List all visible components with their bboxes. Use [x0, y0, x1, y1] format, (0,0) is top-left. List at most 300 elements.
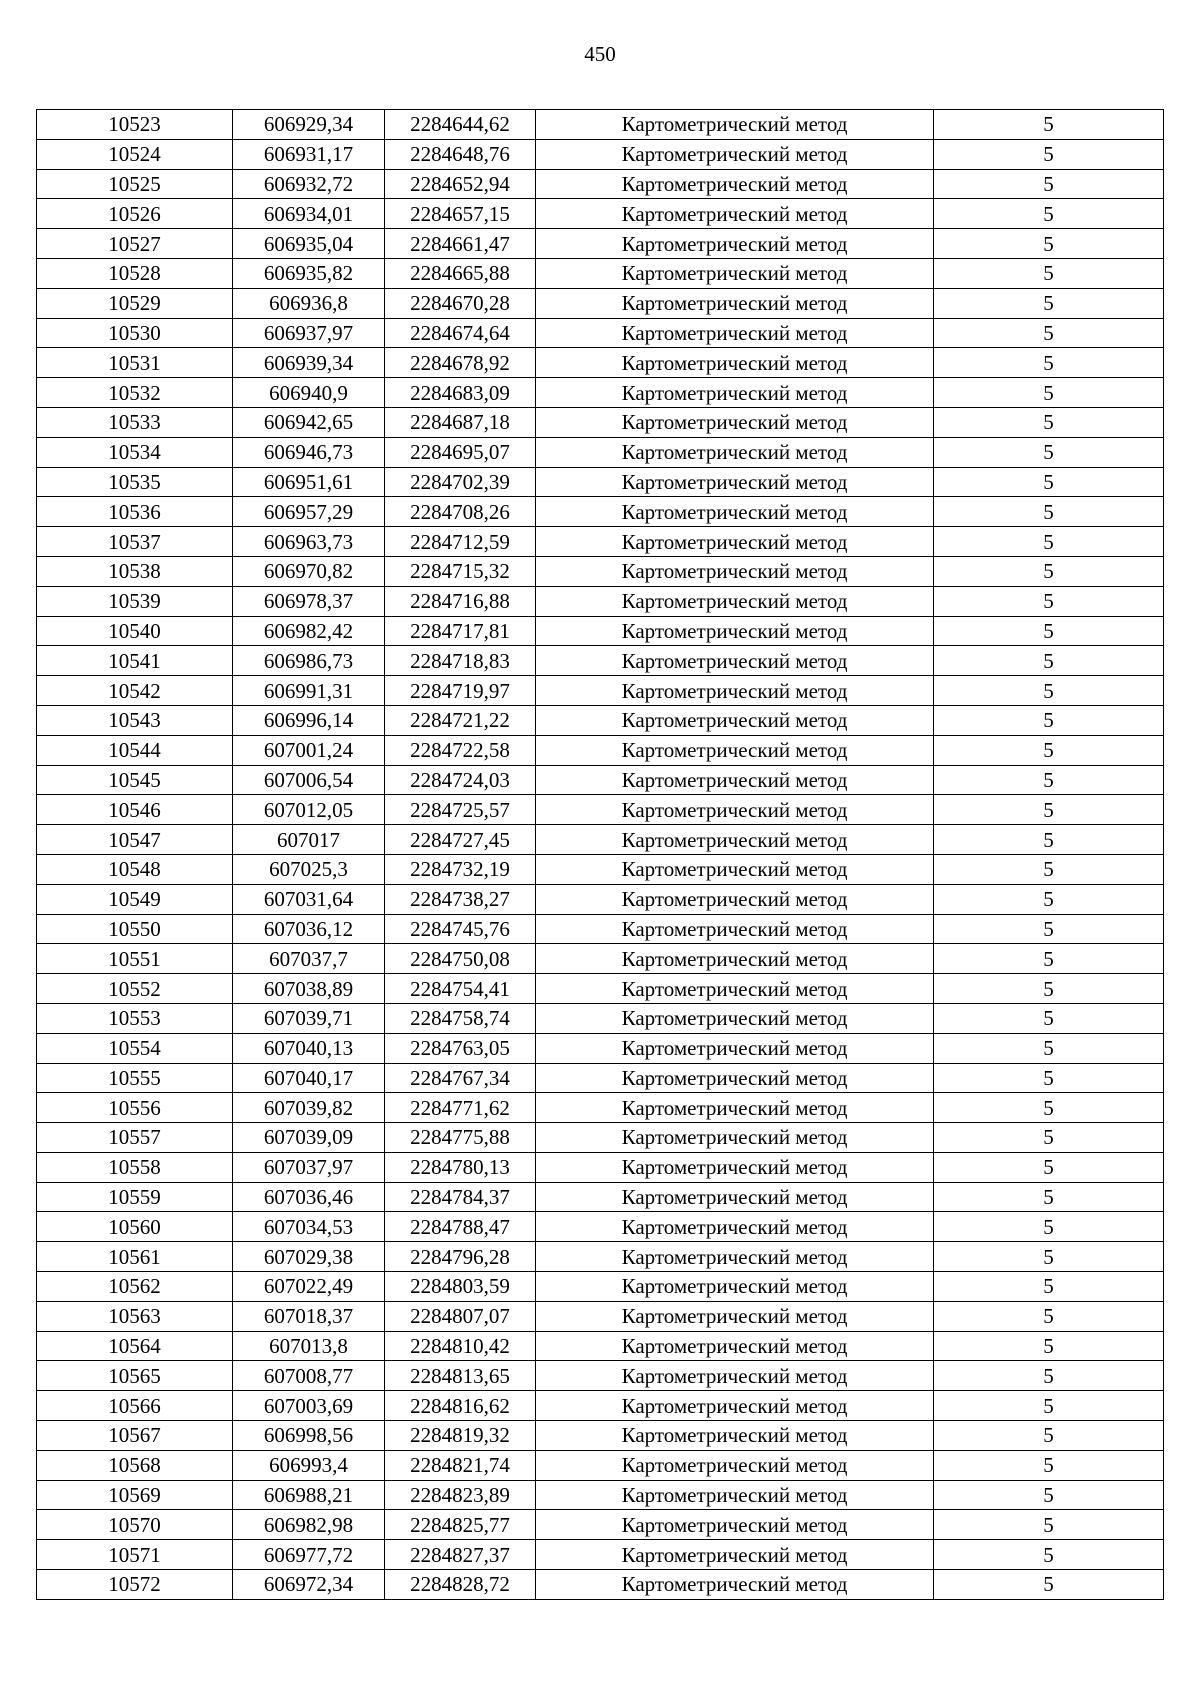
table-row	[37, 1152, 1164, 1182]
y-coordinate-cell: 2284687,18	[385, 407, 536, 437]
table-row	[37, 467, 1164, 497]
table-row	[37, 1540, 1164, 1570]
y-coordinate-cell: 2284725,57	[385, 795, 536, 825]
y-coordinate-cell: 2284750,08	[385, 944, 536, 974]
table-row	[37, 825, 1164, 855]
method-cell: Картометрический метод	[536, 169, 934, 199]
accuracy-cell: 5	[934, 1093, 1164, 1123]
method-cell: Картометрический метод	[536, 646, 934, 676]
table-row	[37, 378, 1164, 408]
point-number-cell: 10555	[37, 1063, 233, 1093]
y-coordinate-cell: 2284745,76	[385, 914, 536, 944]
accuracy-cell: 5	[934, 1033, 1164, 1063]
point-number-cell: 10570	[37, 1510, 233, 1540]
y-coordinate-cell: 2284823,89	[385, 1480, 536, 1510]
point-number-cell: 10530	[37, 318, 233, 348]
table-row	[37, 1093, 1164, 1123]
x-coordinate-cell: 606940,9	[233, 378, 385, 408]
page-number: 450	[584, 42, 616, 66]
x-coordinate-cell: 606936,8	[233, 288, 385, 318]
method-cell: Картометрический метод	[536, 1510, 934, 1540]
point-number-cell: 10548	[37, 854, 233, 884]
table-row	[37, 646, 1164, 676]
method-cell: Картометрический метод	[536, 616, 934, 646]
accuracy-cell: 5	[934, 1450, 1164, 1480]
accuracy-cell: 5	[934, 437, 1164, 467]
y-coordinate-cell: 2284813,65	[385, 1361, 536, 1391]
y-coordinate-cell: 2284661,47	[385, 229, 536, 259]
method-cell: Картометрический метод	[536, 288, 934, 318]
table-row	[37, 527, 1164, 557]
accuracy-cell: 5	[934, 795, 1164, 825]
point-number-cell: 10560	[37, 1212, 233, 1242]
table-row	[37, 586, 1164, 616]
x-coordinate-cell: 607039,71	[233, 1003, 385, 1033]
point-number-cell: 10556	[37, 1093, 233, 1123]
accuracy-cell: 5	[934, 854, 1164, 884]
point-number-cell: 10551	[37, 944, 233, 974]
y-coordinate-cell: 2284816,62	[385, 1391, 536, 1421]
method-cell: Картометрический метод	[536, 348, 934, 378]
table-row	[37, 1301, 1164, 1331]
x-coordinate-cell: 607003,69	[233, 1391, 385, 1421]
table-row	[37, 110, 1164, 140]
x-coordinate-cell: 606970,82	[233, 556, 385, 586]
point-number-cell: 10526	[37, 199, 233, 229]
point-number-cell: 10542	[37, 676, 233, 706]
y-coordinate-cell: 2284758,74	[385, 1003, 536, 1033]
table-row	[37, 1331, 1164, 1361]
x-coordinate-cell: 606982,42	[233, 616, 385, 646]
accuracy-cell: 5	[934, 1391, 1164, 1421]
method-cell: Картометрический метод	[536, 705, 934, 735]
y-coordinate-cell: 2284718,83	[385, 646, 536, 676]
method-cell: Картометрический метод	[536, 1242, 934, 1272]
x-coordinate-cell: 606935,04	[233, 229, 385, 259]
point-number-cell: 10566	[37, 1391, 233, 1421]
table-row	[37, 676, 1164, 706]
y-coordinate-cell: 2284827,37	[385, 1540, 536, 1570]
accuracy-cell: 5	[934, 1123, 1164, 1153]
accuracy-cell: 5	[934, 1301, 1164, 1331]
x-coordinate-cell: 606937,97	[233, 318, 385, 348]
table-row	[37, 1450, 1164, 1480]
method-cell: Картометрический метод	[536, 1480, 934, 1510]
accuracy-cell: 5	[934, 110, 1164, 140]
table-row	[37, 288, 1164, 318]
method-cell: Картометрический метод	[536, 258, 934, 288]
y-coordinate-cell: 2284775,88	[385, 1123, 536, 1153]
y-coordinate-cell: 2284825,77	[385, 1510, 536, 1540]
y-coordinate-cell: 2284738,27	[385, 884, 536, 914]
y-coordinate-cell: 2284648,76	[385, 139, 536, 169]
x-coordinate-cell: 607038,89	[233, 974, 385, 1004]
table-row	[37, 1391, 1164, 1421]
y-coordinate-cell: 2284788,47	[385, 1212, 536, 1242]
method-cell: Картометрический метод	[536, 527, 934, 557]
table-row	[37, 795, 1164, 825]
point-number-cell: 10524	[37, 139, 233, 169]
point-number-cell: 10523	[37, 110, 233, 140]
point-number-cell: 10537	[37, 527, 233, 557]
point-number-cell: 10550	[37, 914, 233, 944]
table-row	[37, 1272, 1164, 1302]
accuracy-cell: 5	[934, 1152, 1164, 1182]
method-cell: Картометрический метод	[536, 944, 934, 974]
point-number-cell: 10572	[37, 1570, 233, 1600]
table-row	[37, 437, 1164, 467]
accuracy-cell: 5	[934, 139, 1164, 169]
method-cell: Картометрический метод	[536, 497, 934, 527]
accuracy-cell: 5	[934, 467, 1164, 497]
x-coordinate-cell: 606931,17	[233, 139, 385, 169]
method-cell: Картометрический метод	[536, 110, 934, 140]
accuracy-cell: 5	[934, 1510, 1164, 1540]
table-row	[37, 884, 1164, 914]
y-coordinate-cell: 2284754,41	[385, 974, 536, 1004]
y-coordinate-cell: 2284819,32	[385, 1421, 536, 1451]
point-number-cell: 10561	[37, 1242, 233, 1272]
table-row	[37, 1003, 1164, 1033]
point-number-cell: 10527	[37, 229, 233, 259]
table-row	[37, 169, 1164, 199]
x-coordinate-cell: 606957,29	[233, 497, 385, 527]
x-coordinate-cell: 606991,31	[233, 676, 385, 706]
method-cell: Картометрический метод	[536, 467, 934, 497]
method-cell: Картометрический метод	[536, 1063, 934, 1093]
x-coordinate-cell: 606978,37	[233, 586, 385, 616]
table-row	[37, 348, 1164, 378]
x-coordinate-cell: 607008,77	[233, 1361, 385, 1391]
y-coordinate-cell: 2284771,62	[385, 1093, 536, 1123]
method-cell: Картометрический метод	[536, 199, 934, 229]
point-number-cell: 10559	[37, 1182, 233, 1212]
accuracy-cell: 5	[934, 616, 1164, 646]
accuracy-cell: 5	[934, 1421, 1164, 1451]
y-coordinate-cell: 2284657,15	[385, 199, 536, 229]
y-coordinate-cell: 2284716,88	[385, 586, 536, 616]
method-cell: Картометрический метод	[536, 556, 934, 586]
point-number-cell: 10535	[37, 467, 233, 497]
x-coordinate-cell: 606996,14	[233, 705, 385, 735]
x-coordinate-cell: 607001,24	[233, 735, 385, 765]
accuracy-cell: 5	[934, 378, 1164, 408]
accuracy-cell: 5	[934, 1003, 1164, 1033]
table-row	[37, 914, 1164, 944]
x-coordinate-cell: 606972,34	[233, 1570, 385, 1600]
accuracy-cell: 5	[934, 318, 1164, 348]
method-cell: Картометрический метод	[536, 1212, 934, 1242]
table-row	[37, 318, 1164, 348]
accuracy-cell: 5	[934, 407, 1164, 437]
method-cell: Картометрический метод	[536, 1391, 934, 1421]
accuracy-cell: 5	[934, 1480, 1164, 1510]
point-number-cell: 10547	[37, 825, 233, 855]
table-row	[37, 974, 1164, 1004]
x-coordinate-cell: 606934,01	[233, 199, 385, 229]
method-cell: Картометрический метод	[536, 884, 934, 914]
x-coordinate-cell: 606963,73	[233, 527, 385, 557]
point-number-cell: 10565	[37, 1361, 233, 1391]
point-number-cell: 10528	[37, 258, 233, 288]
x-coordinate-cell: 607039,82	[233, 1093, 385, 1123]
x-coordinate-cell: 606932,72	[233, 169, 385, 199]
y-coordinate-cell: 2284796,28	[385, 1242, 536, 1272]
x-coordinate-cell: 607040,17	[233, 1063, 385, 1093]
y-coordinate-cell: 2284807,07	[385, 1301, 536, 1331]
method-cell: Картометрический метод	[536, 407, 934, 437]
method-cell: Картометрический метод	[536, 1093, 934, 1123]
point-number-cell: 10562	[37, 1272, 233, 1302]
y-coordinate-cell: 2284803,59	[385, 1272, 536, 1302]
point-number-cell: 10552	[37, 974, 233, 1004]
point-number-cell: 10540	[37, 616, 233, 646]
table-row	[37, 1570, 1164, 1600]
y-coordinate-cell: 2284702,39	[385, 467, 536, 497]
y-coordinate-cell: 2284721,22	[385, 705, 536, 735]
point-number-cell: 10546	[37, 795, 233, 825]
table-row	[37, 1480, 1164, 1510]
accuracy-cell: 5	[934, 258, 1164, 288]
table-row	[37, 1361, 1164, 1391]
point-number-cell: 10544	[37, 735, 233, 765]
x-coordinate-cell: 606951,61	[233, 467, 385, 497]
table-row	[37, 944, 1164, 974]
accuracy-cell: 5	[934, 1063, 1164, 1093]
method-cell: Картометрический метод	[536, 1331, 934, 1361]
y-coordinate-cell: 2284821,74	[385, 1450, 536, 1480]
y-coordinate-cell: 2284644,62	[385, 110, 536, 140]
x-coordinate-cell: 607039,09	[233, 1123, 385, 1153]
point-number-cell: 10543	[37, 705, 233, 735]
table-row	[37, 705, 1164, 735]
accuracy-cell: 5	[934, 169, 1164, 199]
point-number-cell: 10529	[37, 288, 233, 318]
y-coordinate-cell: 2284828,72	[385, 1570, 536, 1600]
y-coordinate-cell: 2284717,81	[385, 616, 536, 646]
table-row	[37, 1421, 1164, 1451]
method-cell: Картометрический метод	[536, 1570, 934, 1600]
point-number-cell: 10538	[37, 556, 233, 586]
y-coordinate-cell: 2284722,58	[385, 735, 536, 765]
method-cell: Картометрический метод	[536, 1540, 934, 1570]
method-cell: Картометрический метод	[536, 765, 934, 795]
accuracy-cell: 5	[934, 527, 1164, 557]
method-cell: Картометрический метод	[536, 1272, 934, 1302]
table-row	[37, 139, 1164, 169]
x-coordinate-cell: 607029,38	[233, 1242, 385, 1272]
y-coordinate-cell: 2284712,59	[385, 527, 536, 557]
method-cell: Картометрический метод	[536, 1003, 934, 1033]
x-coordinate-cell: 606998,56	[233, 1421, 385, 1451]
point-number-cell: 10536	[37, 497, 233, 527]
table-row	[37, 229, 1164, 259]
point-number-cell: 10532	[37, 378, 233, 408]
accuracy-cell: 5	[934, 1272, 1164, 1302]
x-coordinate-cell: 606942,65	[233, 407, 385, 437]
method-cell: Картометрический метод	[536, 854, 934, 884]
x-coordinate-cell: 607012,05	[233, 795, 385, 825]
accuracy-cell: 5	[934, 944, 1164, 974]
point-number-cell: 10525	[37, 169, 233, 199]
x-coordinate-cell: 606929,34	[233, 110, 385, 140]
point-number-cell: 10558	[37, 1152, 233, 1182]
table-row	[37, 1033, 1164, 1063]
method-cell: Картометрический метод	[536, 1450, 934, 1480]
table-row	[37, 497, 1164, 527]
y-coordinate-cell: 2284780,13	[385, 1152, 536, 1182]
x-coordinate-cell: 607040,13	[233, 1033, 385, 1063]
accuracy-cell: 5	[934, 1361, 1164, 1391]
point-number-cell: 10571	[37, 1540, 233, 1570]
y-coordinate-cell: 2284678,92	[385, 348, 536, 378]
point-number-cell: 10549	[37, 884, 233, 914]
y-coordinate-cell: 2284674,64	[385, 318, 536, 348]
accuracy-cell: 5	[934, 1182, 1164, 1212]
point-number-cell: 10553	[37, 1003, 233, 1033]
method-cell: Картометрический метод	[536, 974, 934, 1004]
point-number-cell: 10533	[37, 407, 233, 437]
accuracy-cell: 5	[934, 735, 1164, 765]
x-coordinate-cell: 607013,8	[233, 1331, 385, 1361]
coordinates-table-body	[37, 110, 1164, 1600]
point-number-cell: 10541	[37, 646, 233, 676]
point-number-cell: 10567	[37, 1421, 233, 1451]
y-coordinate-cell: 2284695,07	[385, 437, 536, 467]
method-cell: Картометрический метод	[536, 735, 934, 765]
method-cell: Картометрический метод	[536, 1421, 934, 1451]
method-cell: Картометрический метод	[536, 1182, 934, 1212]
table-row	[37, 556, 1164, 586]
table-row	[37, 854, 1164, 884]
point-number-cell: 10531	[37, 348, 233, 378]
method-cell: Картометрический метод	[536, 1152, 934, 1182]
y-coordinate-cell: 2284670,28	[385, 288, 536, 318]
accuracy-cell: 5	[934, 497, 1164, 527]
x-coordinate-cell: 607018,37	[233, 1301, 385, 1331]
x-coordinate-cell: 607006,54	[233, 765, 385, 795]
y-coordinate-cell: 2284665,88	[385, 258, 536, 288]
point-number-cell: 10557	[37, 1123, 233, 1153]
y-coordinate-cell: 2284708,26	[385, 497, 536, 527]
accuracy-cell: 5	[934, 586, 1164, 616]
table-row	[37, 407, 1164, 437]
table-row	[37, 1123, 1164, 1153]
method-cell: Картометрический метод	[536, 1033, 934, 1063]
y-coordinate-cell: 2284719,97	[385, 676, 536, 706]
method-cell: Картометрический метод	[536, 1361, 934, 1391]
point-number-cell: 10554	[37, 1033, 233, 1063]
x-coordinate-cell: 607025,3	[233, 854, 385, 884]
method-cell: Картометрический метод	[536, 914, 934, 944]
y-coordinate-cell: 2284715,32	[385, 556, 536, 586]
method-cell: Картометрический метод	[536, 318, 934, 348]
table-row	[37, 1182, 1164, 1212]
method-cell: Картометрический метод	[536, 229, 934, 259]
method-cell: Картометрический метод	[536, 795, 934, 825]
method-cell: Картометрический метод	[536, 139, 934, 169]
point-number-cell: 10539	[37, 586, 233, 616]
accuracy-cell: 5	[934, 646, 1164, 676]
x-coordinate-cell: 607031,64	[233, 884, 385, 914]
accuracy-cell: 5	[934, 765, 1164, 795]
point-number-cell: 10569	[37, 1480, 233, 1510]
y-coordinate-cell: 2284810,42	[385, 1331, 536, 1361]
accuracy-cell: 5	[934, 676, 1164, 706]
point-number-cell: 10534	[37, 437, 233, 467]
point-number-cell: 10564	[37, 1331, 233, 1361]
table-row	[37, 258, 1164, 288]
accuracy-cell: 5	[934, 914, 1164, 944]
x-coordinate-cell: 606946,73	[233, 437, 385, 467]
accuracy-cell: 5	[934, 199, 1164, 229]
accuracy-cell: 5	[934, 1242, 1164, 1272]
y-coordinate-cell: 2284763,05	[385, 1033, 536, 1063]
table-row	[37, 199, 1164, 229]
x-coordinate-cell: 607022,49	[233, 1272, 385, 1302]
accuracy-cell: 5	[934, 1540, 1164, 1570]
accuracy-cell: 5	[934, 705, 1164, 735]
x-coordinate-cell: 607017	[233, 825, 385, 855]
x-coordinate-cell: 607037,97	[233, 1152, 385, 1182]
point-number-cell: 10563	[37, 1301, 233, 1331]
coordinates-table	[36, 109, 1164, 1600]
table-row	[37, 735, 1164, 765]
x-coordinate-cell: 607036,12	[233, 914, 385, 944]
method-cell: Картометрический метод	[536, 378, 934, 408]
accuracy-cell: 5	[934, 884, 1164, 914]
x-coordinate-cell: 607034,53	[233, 1212, 385, 1242]
x-coordinate-cell: 606939,34	[233, 348, 385, 378]
accuracy-cell: 5	[934, 1331, 1164, 1361]
table-row	[37, 765, 1164, 795]
y-coordinate-cell: 2284732,19	[385, 854, 536, 884]
method-cell: Картометрический метод	[536, 1123, 934, 1153]
method-cell: Картометрический метод	[536, 676, 934, 706]
accuracy-cell: 5	[934, 1212, 1164, 1242]
accuracy-cell: 5	[934, 229, 1164, 259]
y-coordinate-cell: 2284727,45	[385, 825, 536, 855]
x-coordinate-cell: 606977,72	[233, 1540, 385, 1570]
y-coordinate-cell: 2284652,94	[385, 169, 536, 199]
x-coordinate-cell: 606986,73	[233, 646, 385, 676]
x-coordinate-cell: 606993,4	[233, 1450, 385, 1480]
x-coordinate-cell: 606988,21	[233, 1480, 385, 1510]
x-coordinate-cell: 606982,98	[233, 1510, 385, 1540]
accuracy-cell: 5	[934, 288, 1164, 318]
x-coordinate-cell: 606935,82	[233, 258, 385, 288]
table-row	[37, 1212, 1164, 1242]
method-cell: Картометрический метод	[536, 825, 934, 855]
y-coordinate-cell: 2284724,03	[385, 765, 536, 795]
method-cell: Картометрический метод	[536, 437, 934, 467]
x-coordinate-cell: 607036,46	[233, 1182, 385, 1212]
point-number-cell: 10568	[37, 1450, 233, 1480]
y-coordinate-cell: 2284683,09	[385, 378, 536, 408]
table-row	[37, 1242, 1164, 1272]
y-coordinate-cell: 2284767,34	[385, 1063, 536, 1093]
method-cell: Картометрический метод	[536, 586, 934, 616]
table-row	[37, 1063, 1164, 1093]
y-coordinate-cell: 2284784,37	[385, 1182, 536, 1212]
accuracy-cell: 5	[934, 974, 1164, 1004]
accuracy-cell: 5	[934, 825, 1164, 855]
accuracy-cell: 5	[934, 556, 1164, 586]
accuracy-cell: 5	[934, 348, 1164, 378]
method-cell: Картометрический метод	[536, 1301, 934, 1331]
point-number-cell: 10545	[37, 765, 233, 795]
table-row	[37, 1510, 1164, 1540]
